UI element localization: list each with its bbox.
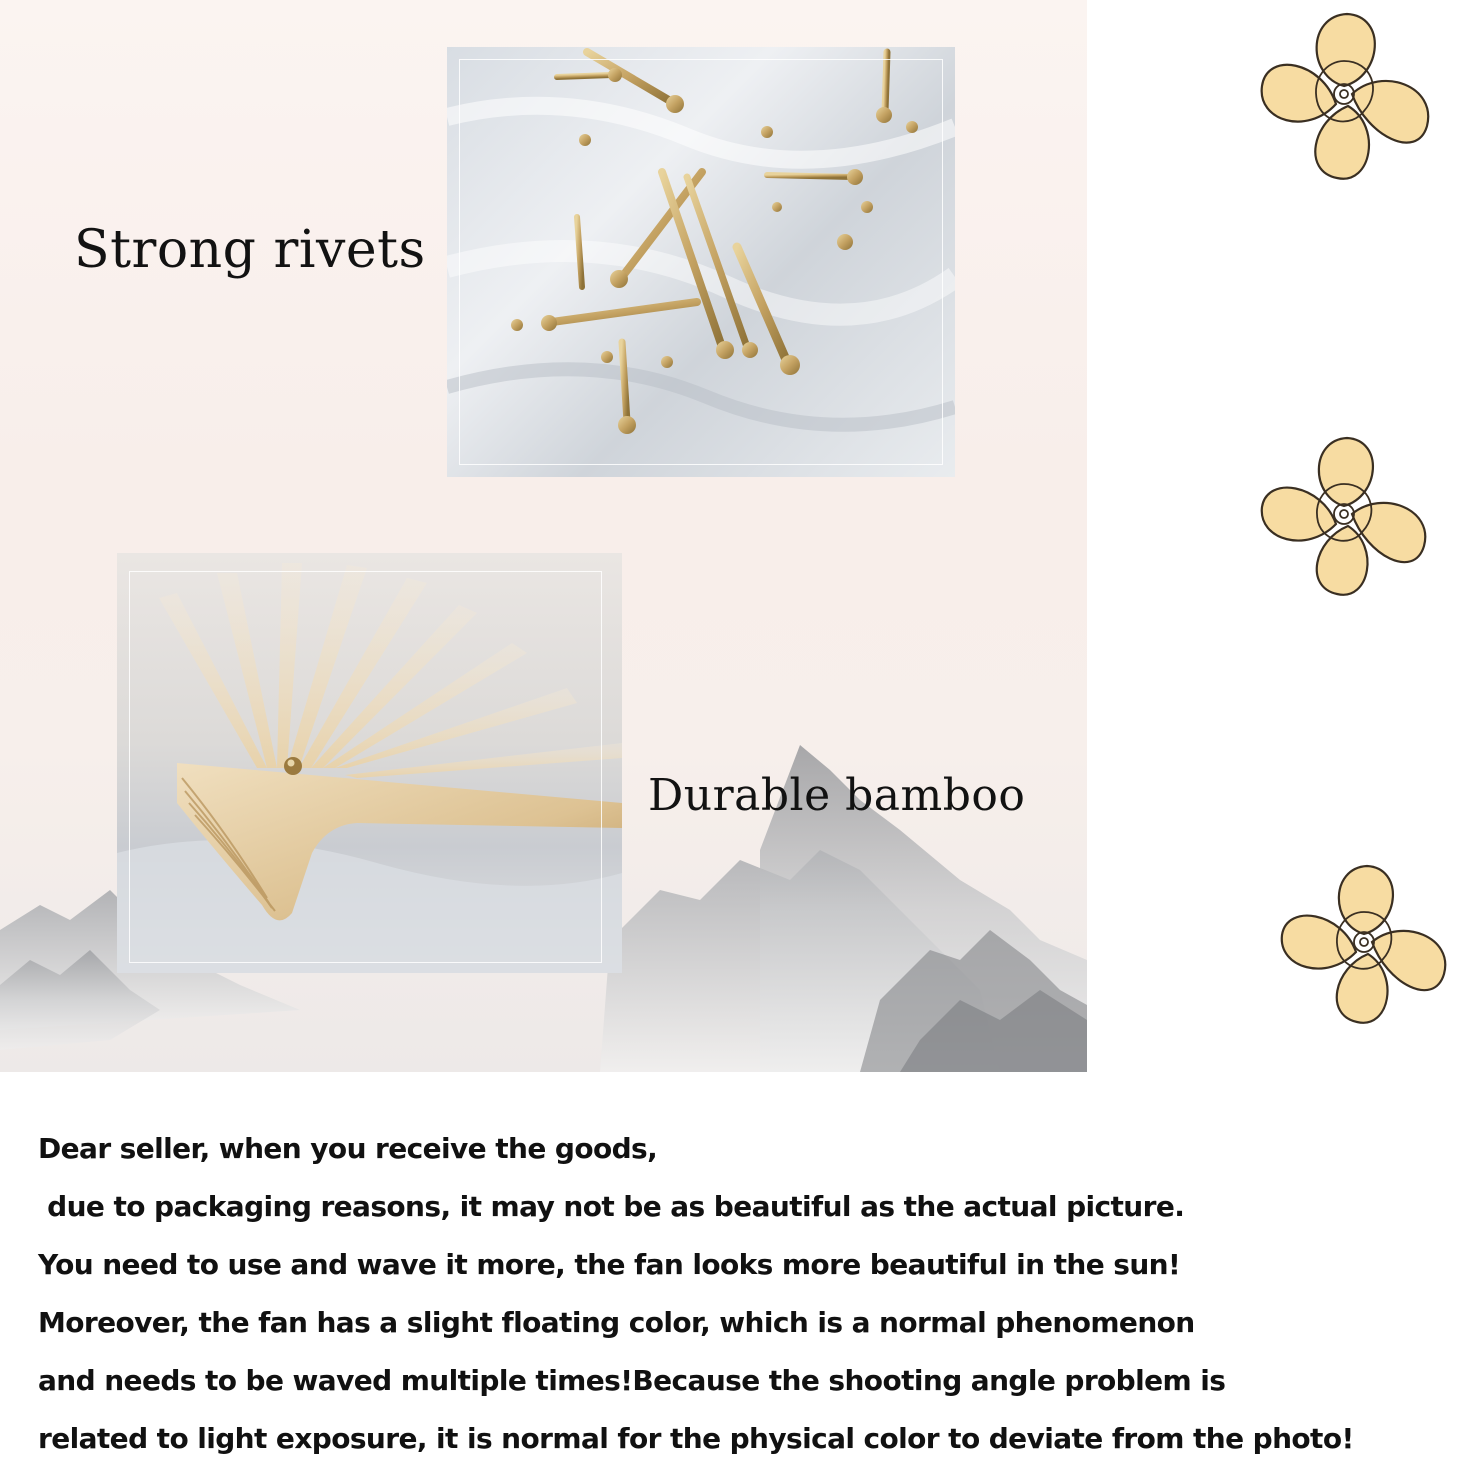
plum-blossom-icon xyxy=(1272,862,1456,1032)
rivets-photo xyxy=(447,47,955,477)
notice-line: due to packaging reasons, it may not be as beautiful as the actual picture. xyxy=(38,1190,1185,1223)
plum-blossom-icon xyxy=(1252,434,1436,604)
notice-line: related to light exposure, it is normal for the physical color to deviate from the photo! xyxy=(38,1422,1354,1455)
notice-line: You need to use and wave it more, the fan looks more beautiful in the sun! xyxy=(38,1248,1181,1281)
plum-blossom-icon xyxy=(1252,6,1436,190)
notice-line: and needs to be waved multiple times!Because the shooting angle problem is xyxy=(38,1364,1226,1397)
seller-notice xyxy=(38,1120,1438,1468)
rivets-illustration xyxy=(447,47,955,477)
notice-line: Moreover, the fan has a slight floating color, which is a normal phenomenon xyxy=(38,1306,1195,1339)
bamboo-photo xyxy=(117,553,622,973)
notice-line: Dear seller, when you receive the goods, xyxy=(38,1132,658,1165)
bamboo-fan-illustration xyxy=(117,553,622,973)
durable-bamboo-caption: Durable bamboo xyxy=(648,770,1026,821)
strong-rivets-caption: Strong rivets xyxy=(74,220,426,280)
